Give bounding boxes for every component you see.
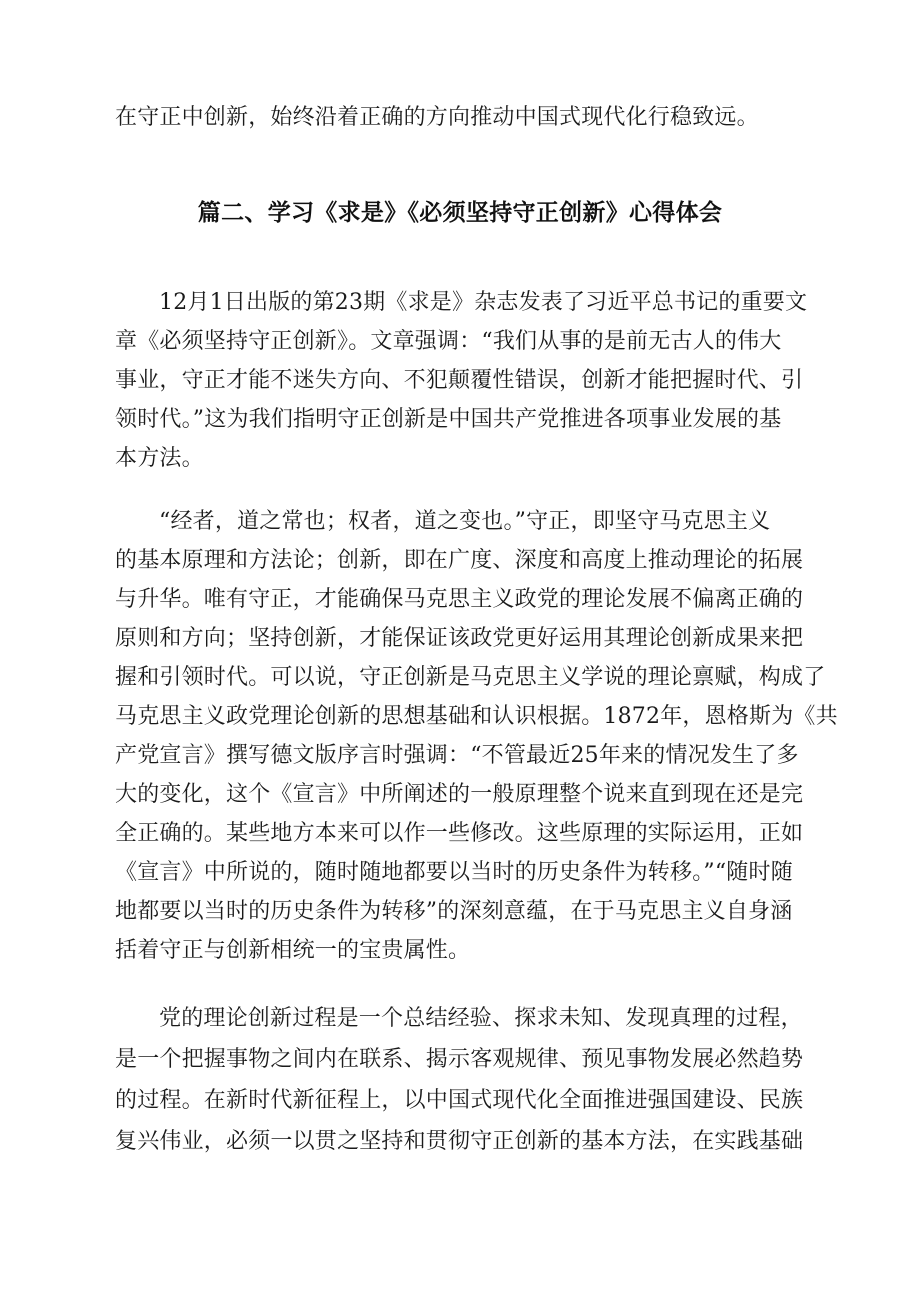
paragraph-line: 地都要以当时的历史条件为转移”的深刻意蕴，在于马克思主义自身涵: [115, 899, 793, 924]
paragraph-line: “经者，道之常也；权者，道之变也。”守正，即坚守马克思主义: [159, 509, 771, 534]
paragraph-line: 原则和方向；坚持创新，才能保证该政党更好运用其理论创新成果来把: [115, 626, 804, 651]
paragraph-line: 12月1日出版的第23期《求是》杂志发表了习近平总书记的重要文: [159, 290, 808, 315]
paragraph-line: 全正确的。某些地方本来可以作一些修改。这些原理的实际运用，正如: [115, 821, 804, 846]
paragraph-line: 括着守正与创新相统一的宝贵属性。: [115, 938, 471, 963]
paragraph-line: 《宣言》中所说的，随时随地都要以当时的历史条件为转移。”“随时随: [115, 860, 793, 885]
paragraph-line: 事业，守正才能不迷失方向、不犯颠覆性错误，创新才能把握时代、引: [115, 368, 804, 393]
paragraph-line: 的基本原理和方法论；创新，即在广度、深度和高度上推动理论的拓展: [115, 548, 804, 573]
paragraph-line: 复兴伟业，必须一以贯之坚持和贯彻守正创新的基本方法，在实践基础: [115, 1129, 804, 1154]
paragraph-line: 产党宣言》撰写德文版序言时强调：“不管最近25年来的情况发生了多: [115, 743, 799, 768]
paragraph-line: 大的变化，这个《宣言》中所阐述的一般原理整个说来直到现在还是完: [115, 782, 804, 807]
paragraph-line: 是一个把握事物之间内在联系、揭示客观规律、预见事物发展必然趋势: [115, 1047, 804, 1072]
paragraph-line: 马克思主义政党理论创新的思想基础和认识根据。1872年，恩格斯为《共: [115, 704, 838, 729]
paragraph-line: 握和引领时代。可以说，守正创新是马克思主义学说的理论禀赋，构成了: [115, 665, 826, 690]
paragraph-line: 党的理论创新过程是一个总结经验、探求未知、发现真理的过程，: [159, 1006, 803, 1031]
lead-line: 在守正中创新，始终沿着正确的方向推动中国式现代化行稳致远。: [115, 105, 759, 130]
paragraph-line: 与升华。唯有守正，才能确保马克思主义政党的理论发展不偏离正确的: [115, 587, 804, 612]
paragraph-line: 本方法。: [115, 446, 204, 471]
paragraph-line: 领时代。”这为我们指明守正创新是中国共产党推进各项事业发展的基: [115, 407, 782, 432]
paragraph-line: 的过程。在新时代新征程上，以中国式现代化全面推进强国建设、民族: [115, 1088, 804, 1113]
section-title: 篇二、学习《求是》《必须坚持守正创新》心得体会: [197, 200, 723, 226]
paragraph-line: 章《必须坚持守正创新》。文章强调：“我们从事的是前无古人的伟大: [115, 329, 782, 354]
